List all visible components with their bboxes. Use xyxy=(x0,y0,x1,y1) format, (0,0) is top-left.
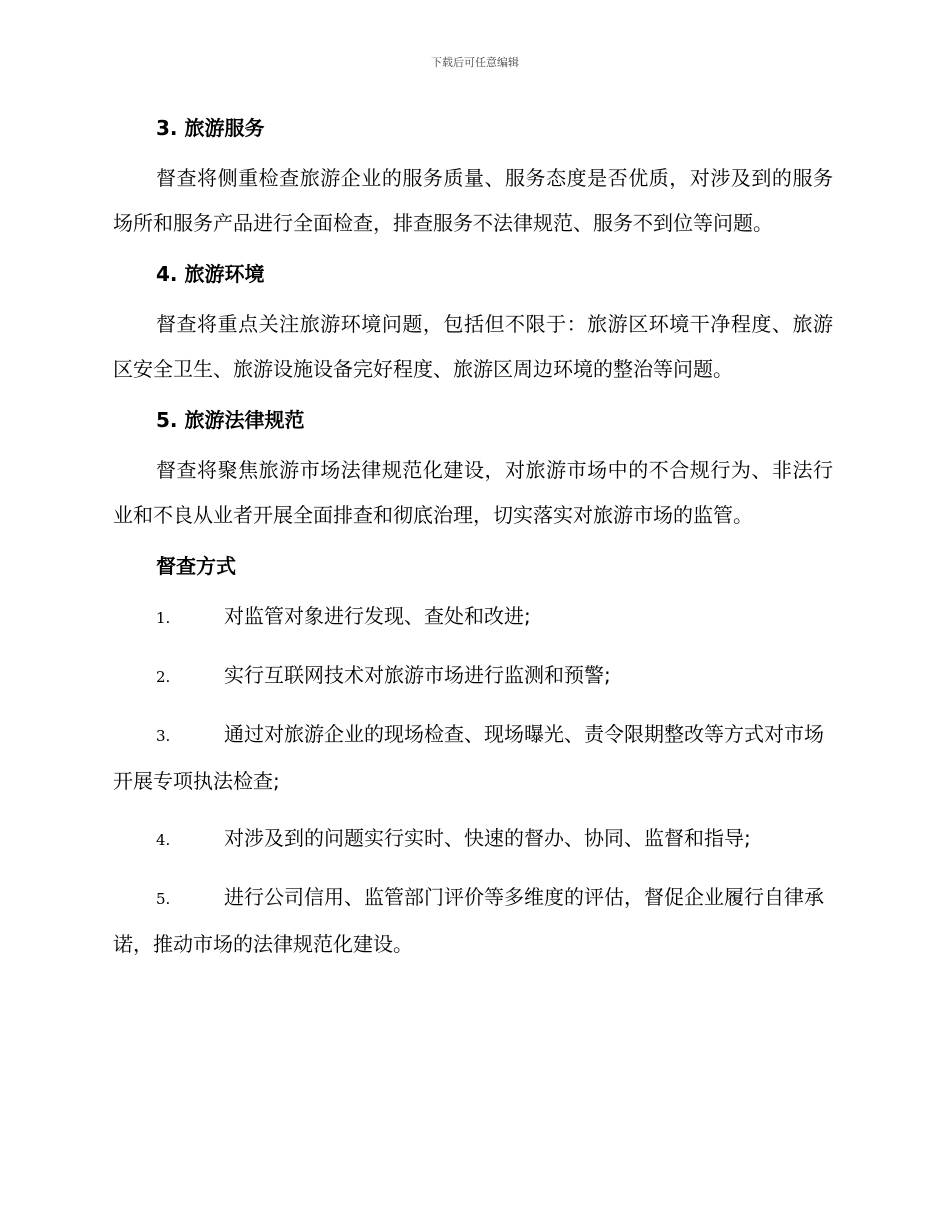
list-item-number: 1. xyxy=(156,609,171,627)
page-header: 下载后可任意编辑 xyxy=(431,56,519,69)
section-paragraph-tourism-law: 督查将聚焦旅游市场法律规范化建设，对旅游市场中的不合规行为、非法行业和不良从业者开展全面排查和彻底治理，切实落实对旅游市场的监管。 xyxy=(113,458,833,527)
list-item xyxy=(113,653,833,700)
list-item-number: 5. xyxy=(156,890,171,908)
list-item-text: 对涉及到的问题实行实时、快速的督办、协同、监督和指导; xyxy=(224,826,751,850)
section-heading-tourism-service: 3. 旅游服务 xyxy=(156,116,265,140)
section-heading-tourism-environment: 4. 旅游环境 xyxy=(156,262,265,286)
list-item xyxy=(113,712,833,804)
list-item xyxy=(113,875,833,967)
section-paragraph-tourism-service: 督查将侧重检查旅游企业的服务质量、服务态度是否优质，对涉及到的服务场所和服务产品进行全面检查，排查服务不法律规范、服务不到位等问题。 xyxy=(113,166,833,235)
list-item-text: 实行互联网技术对旅游市场进行监测和预警; xyxy=(224,663,611,687)
list-item-text: 通过对旅游企业的现场检查、现场曝光、责令限期整改等方式对市场开展专项执法检查; xyxy=(113,722,824,793)
list-item xyxy=(113,594,833,641)
list-item-number: 3. xyxy=(156,727,171,745)
list-item-number: 2. xyxy=(156,668,171,686)
section-heading-tourism-law: 5. 旅游法律规范 xyxy=(156,408,305,432)
list-item-number: 4. xyxy=(156,831,171,849)
list-item-text: 对监管对象进行发现、查处和改进; xyxy=(224,604,531,628)
document-body xyxy=(113,112,833,967)
list-item xyxy=(113,816,833,863)
section-paragraph-tourism-environment: 督查将重点关注旅游环境问题，包括但不限于：旅游区环境干净程度、旅游区安全卫生、旅游设施设备完好程度、旅游区周边环境的整治等问题。 xyxy=(113,312,833,381)
methods-heading: 督查方式 xyxy=(156,554,236,578)
list-item-text: 进行公司信用、监管部门评价等多维度的评估，督促企业履行自律承诺，推动市场的法律规范化建设。 xyxy=(113,885,824,956)
